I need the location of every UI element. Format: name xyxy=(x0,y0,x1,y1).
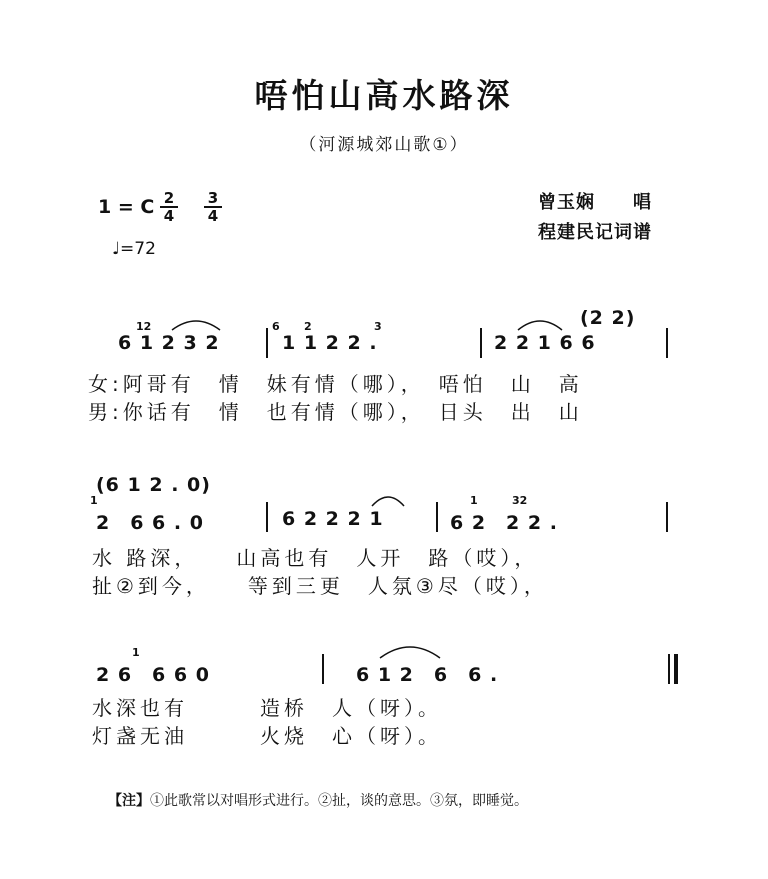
song-title: 唔怕山高水路深 xyxy=(254,76,514,115)
lyrics-line-male: 男:你话有 情 也有情（哪）， 日头 出 山 xyxy=(88,400,583,424)
bracketed-notes: (6 1 2 . 0) xyxy=(96,474,211,496)
tempo-marking: ♩=72 xyxy=(112,239,156,259)
notes-measure: 6 1 2 6 6 . xyxy=(356,664,499,686)
notes-measure: 2 6 6 . 0 xyxy=(96,512,204,534)
lyrics-line-male: 灯盏无油 火烧 心（呀）。 xyxy=(92,724,442,748)
grace-note: 1 xyxy=(470,494,478,507)
slur xyxy=(518,321,562,330)
lyrics-line-female: 女:阿哥有 情 妹有情（哪）， 唔怕 山 高 xyxy=(88,372,583,396)
lyrics-line-male: 扯②到今， 等到三更 人氛③尽（哎）， xyxy=(92,574,548,598)
slur xyxy=(372,497,404,506)
notes-measure: 6 1 2 3 2 xyxy=(118,332,220,354)
meter-top: 2 xyxy=(163,189,175,207)
meter-bottom: 4 xyxy=(204,206,222,224)
transcriber-credit: 程建民记词谱 xyxy=(538,222,652,243)
key-signature: 1 = C xyxy=(98,196,155,218)
meter-bottom: 4 xyxy=(160,206,178,224)
footnote-label: 【注】 xyxy=(108,793,150,809)
notes-measure: 2 2 1 6 6 xyxy=(494,332,596,354)
meter-top: 3 xyxy=(207,189,219,207)
notes-measure: 6 2 2 2 . xyxy=(450,512,558,534)
footnote-text: ①此歌常以对唱形式进行。②扯，谈的意思。③氛，即睡觉。 xyxy=(150,793,528,809)
slur xyxy=(380,647,440,658)
bracketed-notes: (2 2) xyxy=(580,307,636,329)
grace-note: 2 xyxy=(304,320,312,333)
grace-note: 3 xyxy=(374,320,382,333)
singer-credit: 曾玉娴 唱 xyxy=(538,192,652,213)
lyrics-line-female: 水 路深， 山高也有 人开 路（哎）， xyxy=(92,546,539,570)
song-subtitle: （河源城郊山歌①） xyxy=(299,135,469,155)
grace-note: 12 xyxy=(136,320,152,333)
grace-note: 6 xyxy=(272,320,280,333)
grace-note: 32 xyxy=(512,494,528,507)
lyrics-line-female: 水深也有 造桥 人（呀）。 xyxy=(92,696,442,720)
slur xyxy=(172,321,220,330)
grace-note: 1 xyxy=(90,494,98,507)
footnote xyxy=(108,790,528,810)
notes-measure: 1 1 2 2 . xyxy=(282,332,378,354)
grace-note: 1 xyxy=(132,646,140,659)
notes-measure: 2 6 6 6 0 xyxy=(96,664,210,686)
notes-measure: 6 2 2 2 1 xyxy=(282,508,384,530)
